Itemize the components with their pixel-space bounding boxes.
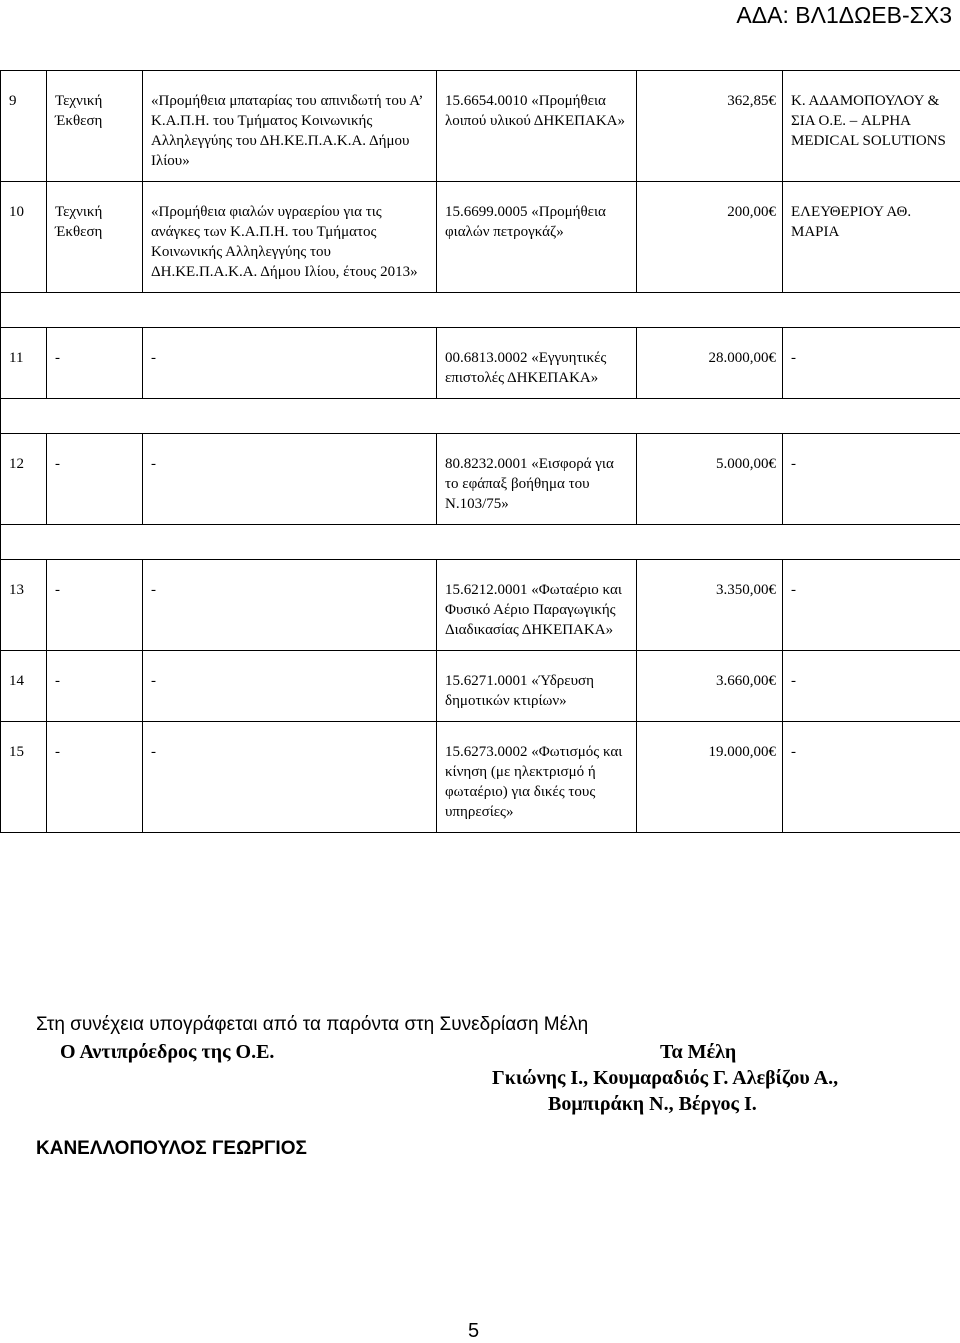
- row-description: «Προμήθεια μπαταρίας του απινιδωτή του Α’ Κ.Α.Π.Η. του Τμήματος Κοινωνικής Αλληλεγγύης του ΔΗ.ΚΕ.Π.Α.Κ.Α. Δήμου Ιλίου»: [143, 71, 437, 182]
- table-row: [1, 560, 960, 651]
- signature-intro-text: Στη συνέχεια υπογράφεται από τα παρόντα στη Συνεδρίαση Μέλη: [36, 1014, 589, 1035]
- row-supplier: -: [783, 560, 960, 651]
- row-code: 15.6271.0001 «Ύδρευση δημοτικών κτιρίων»: [437, 651, 637, 722]
- members-title: Τα Μέλη: [660, 1041, 737, 1063]
- members-list-line-2: Βομπιράκη Ν., Βέργος Ι.: [548, 1093, 757, 1115]
- row-number: 14: [1, 651, 47, 722]
- row-code: 80.8232.0001 «Εισφορά για το εφάπαξ βοήθημα του Ν.103/75»: [437, 434, 637, 525]
- row-amount: 3.660,00€: [637, 651, 783, 722]
- table-spacer-row: [1, 525, 960, 560]
- table-row: [1, 651, 960, 722]
- vice-president-title: Ο Αντιπρόεδρος της Ο.Ε.: [60, 1041, 275, 1063]
- row-number: 10: [1, 182, 47, 293]
- table-spacer-row: [1, 399, 960, 434]
- row-description: -: [143, 722, 437, 833]
- row-type: -: [47, 328, 143, 399]
- row-code: 15.6273.0002 «Φωτισμός και κίνηση (με ηλεκτρισμό ή φωταέριο) για δικές τους υπηρεσίες»: [437, 722, 637, 833]
- row-amount: 3.350,00€: [637, 560, 783, 651]
- row-number: 12: [1, 434, 47, 525]
- row-amount: 362,85€: [637, 71, 783, 182]
- table-row: [1, 182, 960, 293]
- row-supplier: -: [783, 434, 960, 525]
- row-amount: 200,00€: [637, 182, 783, 293]
- row-type: -: [47, 651, 143, 722]
- row-type: -: [47, 722, 143, 833]
- row-description: -: [143, 651, 437, 722]
- row-amount: 19.000,00€: [637, 722, 783, 833]
- table-row: [1, 434, 960, 525]
- row-type: Τεχνική Έκθεση: [47, 182, 143, 293]
- table-row: [1, 71, 960, 182]
- row-type: -: [47, 560, 143, 651]
- vice-president-name: ΚΑΝΕΛΛΟΠΟΥΛΟΣ ΓΕΩΡΓΙΟΣ: [36, 1138, 307, 1159]
- row-number: 9: [1, 71, 47, 182]
- row-type: Τεχνική Έκθεση: [47, 71, 143, 182]
- row-description: -: [143, 328, 437, 399]
- row-number: 15: [1, 722, 47, 833]
- row-amount: 28.000,00€: [637, 328, 783, 399]
- row-description: «Προμήθεια φιαλών υγραερίου για τις ανάγκες των Κ.Α.Π.Η. του Τμήματος Κοινωνικής Αλληλεγγύης του ΔΗ.ΚΕ.Π.Α.Κ.Α. Δήμου Ιλίου, έτους 2013»: [143, 182, 437, 293]
- row-description: -: [143, 434, 437, 525]
- row-supplier: -: [783, 328, 960, 399]
- row-supplier: ΕΛΕΥΘΕΡΙΟΥ ΑΘ. ΜΑΡΙΑ: [783, 182, 960, 293]
- row-supplier: Κ. ΑΔΑΜΟΠΟΥΛΟΥ & ΣΙΑ Ο.Ε. – ALPHA MEDICAL SOLUTIONS: [783, 71, 960, 182]
- table-row: [1, 722, 960, 833]
- row-code: 15.6654.0010 «Προμήθεια λοιπού υλικού ΔΗΚΕΠΑΚΑ»: [437, 71, 637, 182]
- table-spacer-row: [1, 293, 960, 328]
- row-number: 11: [1, 328, 47, 399]
- table-row: [1, 328, 960, 399]
- row-supplier: -: [783, 722, 960, 833]
- members-list-line-1: Γκιώνης Ι., Κουμαραδιός Γ. Αλεβίζου Α.,: [492, 1067, 839, 1089]
- row-type: -: [47, 434, 143, 525]
- expenditure-table: [0, 70, 960, 833]
- row-number: 13: [1, 560, 47, 651]
- page-number: 5: [468, 1320, 480, 1342]
- row-code: 00.6813.0002 «Εγγυητικές επιστολές ΔΗΚΕΠΑΚΑ»: [437, 328, 637, 399]
- row-amount: 5.000,00€: [637, 434, 783, 525]
- row-supplier: -: [783, 651, 960, 722]
- row-description: -: [143, 560, 437, 651]
- row-code: 15.6212.0001 «Φωταέριο και Φυσικό Αέριο Παραγωγικής Διαδικασίας ΔΗΚΕΠΑΚΑ»: [437, 560, 637, 651]
- ada-code: ΑΔΑ: ΒΛ1ΔΩΕΒ-ΣΧ3: [736, 2, 952, 28]
- row-code: 15.6699.0005 «Προμήθεια φιαλών πετρογκάζ»: [437, 182, 637, 293]
